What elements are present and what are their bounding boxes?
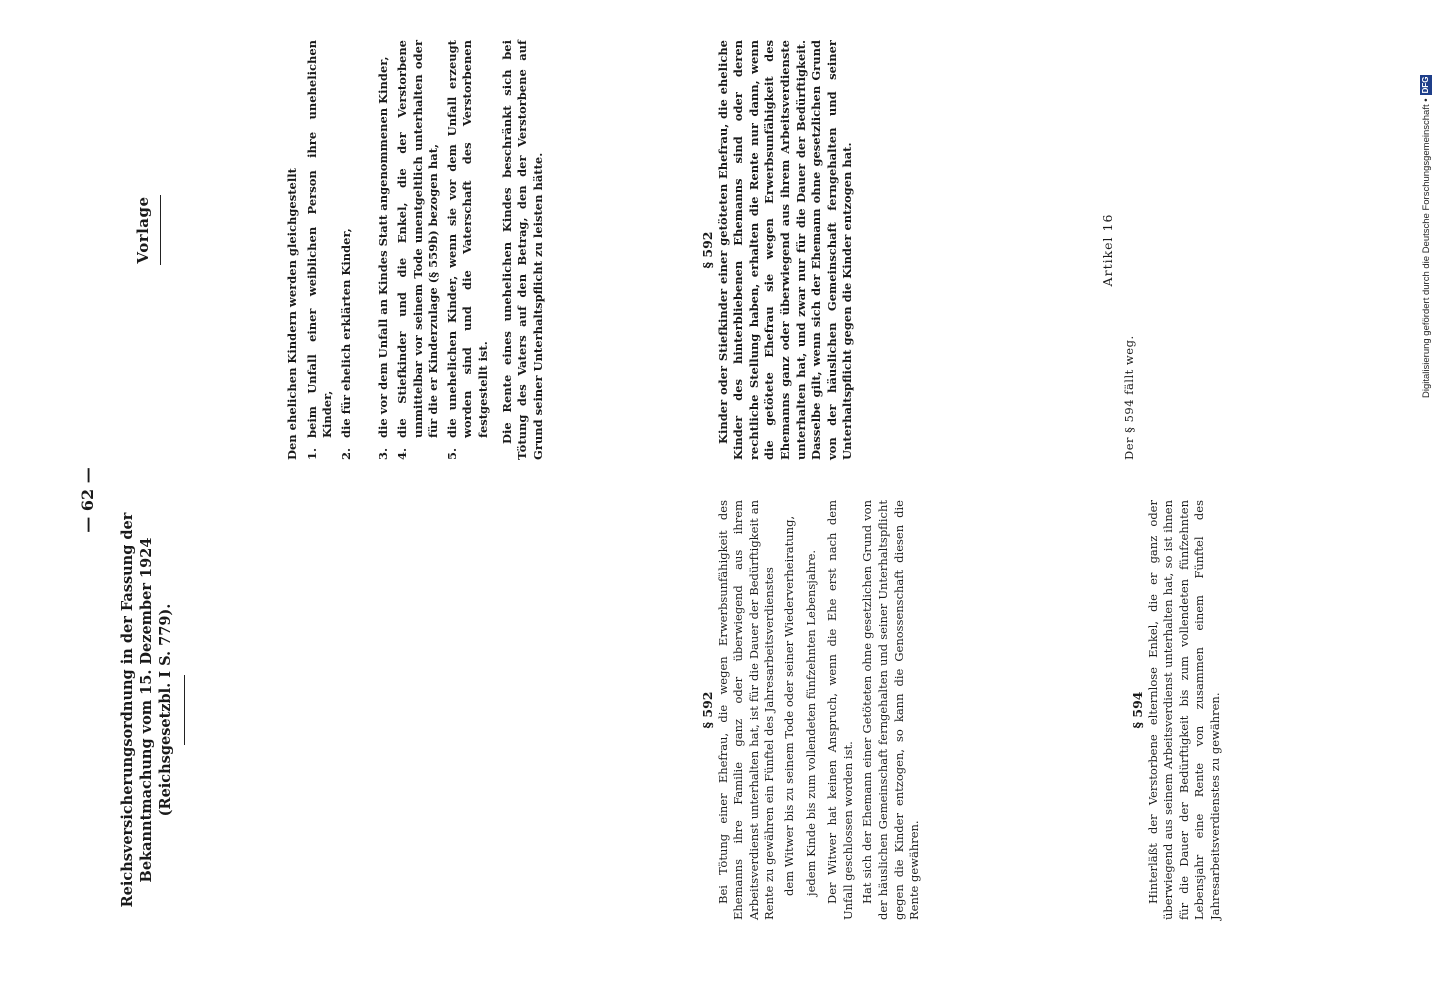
section-heading-594-left: § 594 — [1130, 691, 1145, 729]
document-title — [118, 500, 175, 920]
paragraph-592-1: Bei Tötung einer Ehefrau, die wegen Erwerbsunfähigkeit des Ehemanns ihre Familie ganz oder überwiegend aus ihrem Arbeitsverdienst unterhalten hat, ist für die Dauer der Bedürftigkeit an Rente zu gewähren ein Fünftel des Jahresarbeitsverdienstes — [715, 500, 777, 920]
paragraph-592-right: Kinder oder Stiefkinder einer getöteten Ehefrau, die eheliche Kinder des hinterbliebenen Ehemanns sind oder deren rechtliche Stellung haben, erhalten die Rente nur dann, wenn die getötete Ehefrau sie wegen Erwerbsunfähigkeit des Ehemanns ganz oder überwiegend aus ihrem Arbeitsverdienste unterhalten hat, und zwar nur für die Dauer der Bedürftigkeit. Dasselbe gilt, wenn sich der Ehemann ohne gesetzlichen Grund von der häuslichen Gemeinschaft ferngehalten und seiner Unterhaltspflicht gegen die Kinder entzogen hat. — [715, 40, 855, 460]
paragraph-intro: Den ehelichen Kindern werden gleichgestellt — [285, 168, 299, 460]
left-section-592 — [700, 500, 927, 920]
right-section-592 — [700, 40, 860, 460]
paragraph-592-3: Hat sich der Ehemann einer Getöteten ohne gesetzlichen Grund von der häuslichen Gemeinschaft ferngehalten und seiner Unterhaltspflicht gegen die Kinder entzogen, so kann die Genossenschaft diesen die Rente gewähren. — [860, 500, 922, 920]
right-section-kinder — [285, 40, 550, 460]
title-rule — [184, 675, 185, 745]
title-line-2: Bekanntmachung vom 15. Dezember 1924 — [138, 537, 155, 883]
right-section-artikel-16 — [1100, 40, 1141, 460]
article-heading-16: Artikel 16 — [1100, 213, 1115, 287]
gleichgestellt-list — [305, 40, 492, 460]
title-line-3: (Reichsgesetzbl. I S. 779). — [157, 603, 174, 817]
paragraph-592-2: Der Witwer hat keinen Anspruch, wenn die Ehe erst nach dem Unfall geschlossen worden ist. — [825, 500, 855, 920]
page-number: — 62 — — [78, 467, 97, 533]
title-line-1: Reichsversicherungsordnung in der Fassung der — [119, 512, 136, 908]
funding-credit-text: Digitalisierung gefördert durch die Deutsche Forschungsgemeinschaft • — [1421, 98, 1432, 398]
list-item: 3. die vor dem Unfall an Kindes Statt angenommenen Kinder, — [376, 56, 391, 460]
left-section-594 — [1130, 500, 1228, 920]
dfg-logo: DFG — [1421, 76, 1431, 94]
funding-credit — [1419, 8, 1434, 398]
paragraph-594: Hinterläßt der Verstorbene elternlose Enkel, die er ganz oder überwiegend aus seinem Arbeitsverdienst unterhalten hat, so ist ihnen für die Dauer der Bedürftigkeit bis zum vollendeten fünfzehnten Lebensjahr eine Rente von zusammen einem Fünftel des Jahresarbeitsverdienstes zu gewähren. — [1145, 500, 1222, 920]
section-heading-592-right: § 592 — [700, 231, 715, 269]
list-item: 5. die unehelichen Kinder, wenn sie vor dem Unfall erzeugt worden sind und die Vaterschaft des Verstorbenen festgestellt ist. — [444, 40, 490, 460]
paragraph-rente: Die Rente eines unehelichen Kindes beschränkt sich bei Tötung des Vaters auf den Betrag, den der Verstorbene auf Grund seiner Unterhaltspflicht zu leisten hätte. — [499, 40, 545, 460]
paragraph-592-kinde: jedem Kinde bis zum vollendeten fünfzehnten Lebensjahre. — [803, 549, 818, 896]
paragraph-592-witwer: dem Witwer bis zu seinem Tode oder seiner Wiederverheiratung, — [781, 515, 796, 896]
section-heading-592-left: § 592 — [700, 691, 715, 729]
list-item: 1. beim Unfall einer weiblichen Person ihre unehelichen Kinder, — [304, 40, 335, 460]
paragraph-artikel-16: Der § 594 fällt weg. — [1121, 335, 1136, 460]
column-header-vorlage: Vorlage — [134, 196, 152, 264]
list-item: 4. die Stiefkinder und die Enkel, die der Verstorbene unmittelbar vor seinem Tode unentgeltlich unterhalten oder für die er Kinderzulage (§ 559b) bezogen hat, — [394, 40, 441, 460]
list-item: 2. die für ehelich erklärten Kinder, — [338, 228, 353, 460]
header-rule-right — [160, 195, 161, 265]
